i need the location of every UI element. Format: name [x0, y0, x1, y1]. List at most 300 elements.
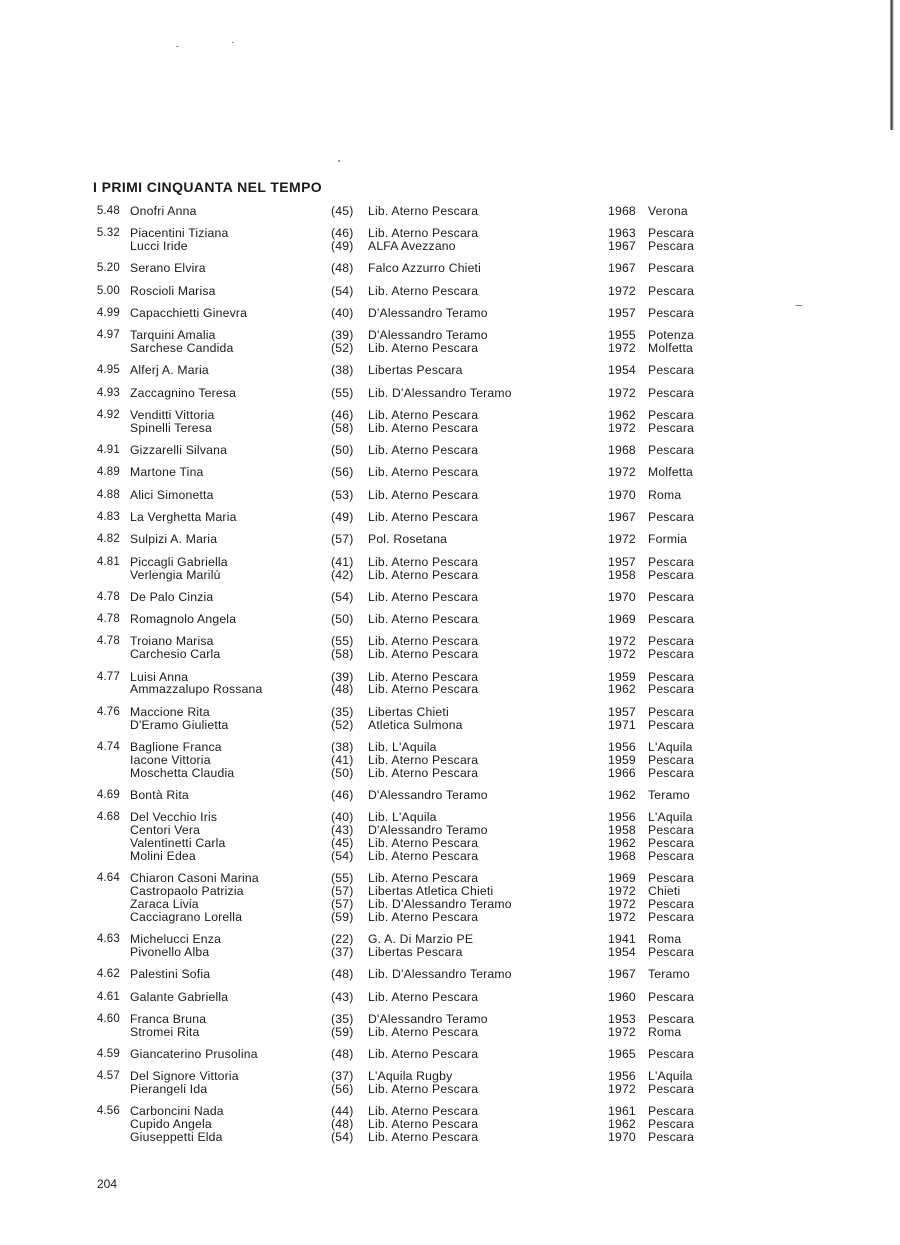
athlete-names [130, 671, 320, 697]
birth-year: (41) [331, 554, 354, 569]
season-year-column [608, 387, 640, 400]
venue-column [648, 444, 738, 457]
season-year-column [608, 613, 640, 626]
athlete-names [130, 1070, 320, 1096]
club-name: Lib. Aterno Pescara [368, 226, 479, 241]
athlete-name: Ammazzalupo Rossana [130, 682, 263, 697]
athlete-names [130, 285, 320, 298]
birth-year-column [331, 872, 361, 924]
birth-year-column [331, 991, 361, 1004]
birth-year: (50) [331, 612, 354, 627]
venue-column [648, 307, 738, 320]
club-name: Lib. Aterno Pescara [368, 443, 479, 458]
season-year-column [608, 533, 640, 546]
athlete-name: Sarchese Candida [130, 341, 234, 356]
venue-column [648, 706, 738, 732]
mark-value: 4.69 [96, 788, 120, 801]
club-name: Lib. Aterno Pescara [368, 647, 479, 662]
venue: Pescara [648, 420, 695, 435]
venue-column [648, 329, 738, 355]
season-year-column [608, 262, 640, 275]
athlete-name: Valentinetti Carla [130, 835, 226, 850]
season-year-column [608, 1070, 640, 1096]
venue: Pescara [648, 1130, 695, 1145]
scan-speck [232, 42, 234, 43]
venue: Pescara [648, 239, 695, 254]
venue: L'Aquila [648, 739, 693, 754]
result-row [0, 364, 900, 377]
mark-value: 4.74 [96, 740, 120, 753]
birth-year-column [331, 444, 361, 457]
birth-year: (38) [331, 363, 354, 378]
venue: Pescara [648, 306, 695, 321]
season-year: 1965 [608, 1047, 636, 1062]
athlete-name: Molini Edea [130, 848, 196, 863]
venue: Pescara [648, 945, 695, 959]
club-name: Lib. Aterno Pescara [368, 567, 479, 582]
season-year: 1972 [608, 465, 636, 480]
venue: Pescara [648, 408, 695, 423]
club-name-column [368, 329, 588, 355]
club-name-column [368, 205, 588, 218]
club-name-column [368, 591, 588, 604]
birth-year: (45) [331, 835, 354, 850]
birth-year: (54) [331, 283, 354, 298]
club-name: Lib. L'Aquila [368, 739, 437, 754]
season-year: 1970 [608, 589, 636, 604]
athlete-name: De Palo Cinzia [130, 589, 214, 604]
venue: Pescara [648, 554, 695, 569]
birth-year: (48) [331, 1117, 354, 1132]
mark-value: 4.92 [96, 409, 120, 422]
venue-column [648, 205, 738, 218]
athlete-name: Del Vecchio Iris [130, 810, 218, 825]
athlete-names [130, 329, 320, 355]
venue: Molfetta [648, 341, 693, 356]
season-year: 1962 [608, 835, 636, 850]
birth-year: (35) [331, 704, 354, 719]
season-year-column [608, 444, 640, 457]
mark-value: 5.00 [96, 284, 120, 297]
birth-year: (57) [331, 532, 354, 547]
club-name: Lib. Aterno Pescara [368, 487, 479, 502]
birth-year: (41) [331, 752, 354, 767]
birth-year: (50) [331, 765, 354, 780]
season-year: 1968 [608, 204, 636, 218]
venue: Roma [648, 1024, 682, 1039]
club-name: Lib. Aterno Pescara [368, 204, 479, 218]
result-row [0, 262, 900, 275]
athlete-name: Martone Tina [130, 465, 204, 480]
venue: Pescara [648, 283, 695, 298]
result-row [0, 1105, 900, 1144]
athlete-names [130, 811, 320, 863]
season-year: 1962 [608, 1117, 636, 1132]
birth-year: (22) [331, 932, 354, 947]
club-name-column [368, 933, 588, 959]
birth-year: (45) [331, 204, 354, 218]
result-row [0, 933, 900, 959]
athlete-name: Baglione Franca [130, 739, 222, 754]
athlete-name: Iacone Vittoria [130, 752, 211, 767]
season-year: 1967 [608, 261, 636, 276]
venue: Formia [648, 532, 688, 547]
athlete-name: D'Eramo Giulietta [130, 717, 229, 732]
season-year: 1956 [608, 810, 636, 825]
club-name-column [368, 262, 588, 275]
club-name: D'Alessandro Teramo [368, 328, 488, 343]
club-name-column [368, 364, 588, 377]
venue-column [648, 489, 738, 502]
birth-year-column [331, 556, 361, 582]
venue: Pescara [648, 848, 695, 863]
result-row [0, 789, 900, 802]
mark-value: 4.59 [96, 1048, 120, 1061]
season-year-column [608, 1048, 640, 1061]
athlete-name: Stromei Rita [130, 1024, 200, 1039]
birth-year: (49) [331, 510, 354, 525]
athlete-name: Castropaolo Patrizia [130, 884, 244, 899]
season-year: 1956 [608, 1069, 636, 1084]
result-row [0, 489, 900, 502]
club-name-column [368, 1048, 588, 1061]
athlete-name: Palestini Sofia [130, 967, 211, 982]
mark-value: 4.83 [96, 511, 120, 524]
mark-value: 5.32 [96, 227, 120, 240]
mark-value: 4.78 [96, 613, 120, 626]
result-row [0, 444, 900, 457]
birth-year: (55) [331, 871, 354, 886]
season-year-column [608, 635, 640, 661]
venue: Pescara [648, 634, 695, 649]
club-name: Lib. Aterno Pescara [368, 848, 479, 863]
venue: Pescara [648, 835, 695, 850]
venue-column [648, 635, 738, 661]
athlete-name: Franca Bruna [130, 1011, 207, 1026]
season-year: 1967 [608, 967, 636, 982]
athlete-names [130, 872, 320, 924]
birth-year: (42) [331, 567, 354, 582]
birth-year-column [331, 933, 361, 959]
season-year: 1962 [608, 682, 636, 697]
venue: Teramo [648, 787, 690, 802]
club-name: Falco Azzurro Chieti [368, 261, 482, 276]
venue-column [648, 933, 738, 959]
birth-year: (49) [331, 239, 354, 254]
result-row [0, 872, 900, 924]
club-name-column [368, 811, 588, 863]
birth-year: (48) [331, 967, 354, 982]
result-row [0, 1048, 900, 1061]
athlete-names [130, 511, 320, 524]
venue-column [648, 556, 738, 582]
mark-value: 4.62 [96, 968, 120, 981]
season-year: 1967 [608, 510, 636, 525]
venue-column [648, 789, 738, 802]
venue-column [648, 227, 738, 253]
scan-edge-mark [886, 0, 898, 130]
birth-year-column [331, 285, 361, 298]
mark-value: 4.93 [96, 386, 120, 399]
mark-value: 5.48 [96, 205, 120, 217]
mark-value: 4.78 [96, 635, 120, 648]
birth-year: (43) [331, 823, 354, 838]
venue: Pescara [648, 226, 695, 241]
season-year-column [608, 227, 640, 253]
athlete-name: Onofri Anna [130, 204, 197, 218]
athlete-name: Alferj A. Maria [130, 363, 209, 378]
club-name-column [368, 409, 588, 435]
birth-year: (54) [331, 848, 354, 863]
club-name: Lib. Aterno Pescara [368, 510, 479, 525]
venue: Pescara [648, 1104, 695, 1119]
athlete-names [130, 741, 320, 780]
birth-year-column [331, 1105, 361, 1144]
venue-column [648, 811, 738, 863]
athlete-names [130, 635, 320, 661]
birth-year-column [331, 329, 361, 355]
mark-value: 4.77 [96, 670, 120, 683]
club-name: ALFA Avezzano [368, 239, 456, 254]
birth-year: (54) [331, 589, 354, 604]
venue: Pescara [648, 871, 695, 886]
athlete-name: Chiaron Casoni Marina [130, 871, 259, 886]
birth-year: (43) [331, 989, 354, 1004]
athlete-names [130, 1048, 320, 1061]
season-year-column [608, 671, 640, 697]
result-row [0, 671, 900, 697]
venue: Roma [648, 932, 682, 947]
season-year: 1972 [608, 884, 636, 899]
birth-year-column [331, 364, 361, 377]
venue: Pescara [648, 909, 695, 924]
club-name: Lib. Aterno Pescara [368, 283, 479, 298]
results-list [0, 205, 900, 1154]
birth-year-column [331, 1070, 361, 1096]
athlete-names [130, 489, 320, 502]
club-name-column [368, 789, 588, 802]
mark-value: 4.68 [96, 811, 120, 824]
birth-year-column [331, 789, 361, 802]
venue: Pescara [648, 752, 695, 767]
birth-year: (37) [331, 945, 354, 959]
club-name: Atletica Sulmona [368, 717, 463, 732]
season-year-column [608, 741, 640, 780]
athlete-names [130, 933, 320, 959]
birth-year-column [331, 811, 361, 863]
club-name: Lib. Aterno Pescara [368, 1130, 479, 1145]
season-year: 1967 [608, 239, 636, 254]
venue: Pescara [648, 717, 695, 732]
venue: L'Aquila [648, 810, 693, 825]
season-year-column [608, 591, 640, 604]
venue: Pescara [648, 647, 695, 662]
venue: Pescara [648, 589, 695, 604]
athlete-names [130, 968, 320, 981]
season-year: 1960 [608, 989, 636, 1004]
athlete-name: Giancaterino Prusolina [130, 1047, 258, 1062]
season-year: 1970 [608, 1130, 636, 1145]
birth-year-column [331, 262, 361, 275]
birth-year: (52) [331, 717, 354, 732]
season-year: 1971 [608, 717, 636, 732]
venue-column [648, 285, 738, 298]
athlete-name: Luisi Anna [130, 669, 189, 684]
club-name: D'Alessandro Teramo [368, 1011, 488, 1026]
result-row [0, 205, 900, 218]
club-name-column [368, 1070, 588, 1096]
season-year: 1972 [608, 634, 636, 649]
club-name: Lib. Aterno Pescara [368, 871, 479, 886]
birth-year: (35) [331, 1011, 354, 1026]
birth-year-column [331, 1013, 361, 1039]
club-name-column [368, 307, 588, 320]
athlete-names [130, 307, 320, 320]
athlete-name: Bontà Rita [130, 787, 189, 802]
season-year-column [608, 1105, 640, 1144]
club-name: Libertas Pescara [368, 363, 463, 378]
result-row [0, 811, 900, 863]
club-name-column [368, 387, 588, 400]
athlete-name: Piccagli Gabriella [130, 554, 228, 569]
result-row [0, 511, 900, 524]
result-row [0, 387, 900, 400]
birth-year: (56) [331, 1082, 354, 1097]
mark-value: 4.88 [96, 488, 120, 501]
birth-year: (57) [331, 896, 354, 911]
mark-value: 4.64 [96, 872, 120, 885]
athlete-names [130, 205, 320, 218]
season-year-column [608, 968, 640, 981]
club-name: Lib. L'Aquila [368, 810, 437, 825]
athlete-name: Pivonello Alba [130, 945, 210, 959]
club-name-column [368, 1105, 588, 1144]
season-year-column [608, 991, 640, 1004]
result-row [0, 285, 900, 298]
club-name-column [368, 741, 588, 780]
club-name-column [368, 489, 588, 502]
mark-value: 4.91 [96, 444, 120, 457]
athlete-names [130, 533, 320, 546]
birth-year-column [331, 466, 361, 479]
birth-year-column [331, 1048, 361, 1061]
athlete-names [130, 1105, 320, 1144]
birth-year: (59) [331, 909, 354, 924]
birth-year-column [331, 387, 361, 400]
club-name-column [368, 466, 588, 479]
club-name: Lib. Aterno Pescara [368, 1024, 479, 1039]
birth-year-column [331, 533, 361, 546]
birth-year-column [331, 741, 361, 780]
season-year-column [608, 872, 640, 924]
result-row [0, 1070, 900, 1096]
club-name: Lib. Aterno Pescara [368, 589, 479, 604]
season-year: 1959 [608, 752, 636, 767]
season-year: 1961 [608, 1104, 636, 1119]
season-year: 1972 [608, 896, 636, 911]
birth-year: (52) [331, 341, 354, 356]
season-year: 1956 [608, 739, 636, 754]
club-name-column [368, 285, 588, 298]
mark-value: 4.81 [96, 555, 120, 568]
birth-year-column [331, 489, 361, 502]
club-name: Lib. Aterno Pescara [368, 1047, 479, 1062]
season-year: 1972 [608, 909, 636, 924]
mark-value: 4.76 [96, 705, 120, 718]
club-name-column [368, 671, 588, 697]
season-year-column [608, 466, 640, 479]
venue-column [648, 1070, 738, 1096]
athlete-name: Centori Vera [130, 823, 201, 838]
venue-column [648, 741, 738, 780]
season-year: 1972 [608, 385, 636, 400]
mark-value: 5.20 [96, 262, 120, 275]
venue: Pescara [648, 823, 695, 838]
athlete-names [130, 556, 320, 582]
club-name: Lib. Aterno Pescara [368, 835, 479, 850]
athlete-name: La Verghetta Maria [130, 510, 237, 525]
athlete-name: Zaccagnino Teresa [130, 385, 237, 400]
athlete-name: Capacchietti Ginevra [130, 306, 248, 321]
venue: Teramo [648, 967, 690, 982]
athlete-names [130, 991, 320, 1004]
venue: Pescara [648, 385, 695, 400]
club-name: Lib. D'Alessandro Teramo [368, 967, 512, 982]
athlete-name: Del Signore Vittoria [130, 1069, 239, 1084]
result-row [0, 466, 900, 479]
birth-year: (38) [331, 739, 354, 754]
athlete-names [130, 387, 320, 400]
season-year-column [608, 706, 640, 732]
venue: Pescara [648, 669, 695, 684]
birth-year-column [331, 511, 361, 524]
club-name: Lib. Aterno Pescara [368, 420, 479, 435]
birth-year: (56) [331, 465, 354, 480]
club-name: Lib. Aterno Pescara [368, 634, 479, 649]
birth-year-column [331, 307, 361, 320]
venue: Verona [648, 204, 688, 218]
birth-year: (48) [331, 1047, 354, 1062]
club-name: Lib. Aterno Pescara [368, 1082, 479, 1097]
venue-column [648, 511, 738, 524]
birth-year: (50) [331, 443, 354, 458]
athlete-name: Verlengia Marilù [130, 567, 221, 582]
club-name: Libertas Atletica Chieti [368, 884, 494, 899]
birth-year-column [331, 613, 361, 626]
venue-column [648, 1048, 738, 1061]
venue: Pescara [648, 1082, 695, 1097]
club-name: Libertas Chieti [368, 704, 449, 719]
athlete-name: Roscioli Marisa [130, 283, 216, 298]
venue: Pescara [648, 443, 695, 458]
birth-year: (53) [331, 487, 354, 502]
season-year: 1963 [608, 226, 636, 241]
mark-value: 4.99 [96, 307, 120, 320]
club-name-column [368, 872, 588, 924]
season-year: 1962 [608, 408, 636, 423]
birth-year-column [331, 205, 361, 218]
club-name: Libertas Pescara [368, 945, 463, 959]
venue-column [648, 991, 738, 1004]
athlete-names [130, 262, 320, 275]
athlete-name: Serano Elvira [130, 261, 206, 276]
season-year: 1954 [608, 363, 636, 378]
athlete-names [130, 613, 320, 626]
season-year: 1972 [608, 647, 636, 662]
season-year: 1957 [608, 306, 636, 321]
mark-value: 4.78 [96, 590, 120, 603]
athlete-name: Lucci Iride [130, 239, 188, 254]
